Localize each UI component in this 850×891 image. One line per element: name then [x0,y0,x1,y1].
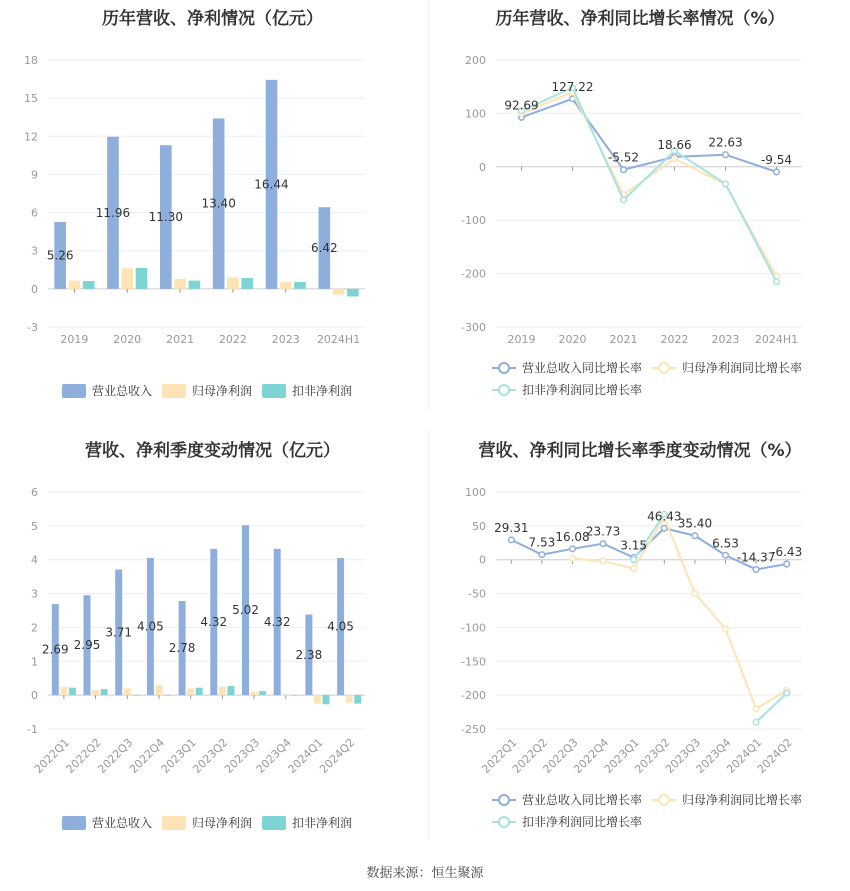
chart-title: 历年营收、净利情况（亿元） [102,9,323,29]
legend-label: 营业总收入同比增长率 [522,793,643,807]
y-tick-label: -200 [461,689,486,703]
bar [227,277,239,288]
bar [83,281,95,289]
chart-quarter-value-svg [0,430,425,850]
chart-title: 历年营收、净利同比增长率情况（%） [495,9,785,29]
bar [347,289,359,297]
data-label: 4.05 [327,619,354,634]
data-point [753,719,759,725]
data-label: 16.08 [555,529,590,544]
vertical-divider-bottom [428,430,429,840]
data-label: 23.73 [585,524,621,539]
data-label: 2.95 [73,638,101,653]
chart-annual-value [0,0,425,410]
x-tick-label: 2019 [60,333,89,346]
data-source-note: 数据来源：恒生聚源 [366,866,484,881]
bar [282,695,289,696]
y-tick-label: -150 [461,655,486,669]
bar [241,278,253,289]
legend-label: 营业总收入同比增长率 [522,361,643,375]
data-label: -14.37 [736,550,776,565]
x-tick-label: 2022Q3 [95,735,136,776]
series-line [522,88,777,282]
chart-annual-value-svg [0,0,425,410]
data-point [784,690,790,696]
bar [92,690,99,695]
x-tick-label: 2021 [166,333,195,346]
data-label: 7.53 [528,535,556,550]
x-tick-label: 2022Q2 [509,735,551,776]
data-point [570,556,576,562]
data-point [600,558,606,564]
data-point [692,591,698,597]
y-tick-label: -100 [461,214,486,228]
x-tick-label: 2021 [609,333,638,346]
data-label: 29.31 [494,520,529,535]
data-label: 6.42 [310,241,338,256]
y-tick-label: 15 [24,92,38,106]
data-label: 2.78 [168,641,196,656]
y-tick-label: -1 [27,723,38,736]
y-tick-label: 9 [31,168,38,182]
data-point [570,546,576,552]
chart-title: 营收、净利季度变动情况（亿元） [85,441,340,461]
legend-label: 归母净利润同比增长率 [682,793,803,807]
bar [69,281,81,289]
y-tick-label: 0 [479,553,486,567]
x-tick-label: 2022Q3 [540,735,581,776]
x-tick-label: 2023Q3 [222,735,263,776]
y-tick-label: 3 [31,587,38,601]
x-tick-label: 2024H1 [754,333,799,346]
vertical-divider-top [428,0,429,410]
data-point [723,181,729,187]
data-point [539,552,545,558]
bar [69,688,76,695]
bar [101,689,108,695]
legend-swatch [162,384,186,398]
data-label: 6.53 [712,536,739,551]
data-point [600,541,606,547]
data-label: 2.69 [41,642,69,657]
data-point [631,566,637,572]
data-point [631,557,637,563]
legend-label: 归母净利润 [192,384,253,398]
x-tick-label: 2022Q2 [63,735,104,776]
bar [219,687,226,695]
x-tick-label: 2022Q1 [31,735,72,776]
chart-annual-growth-svg [430,0,850,410]
bar [132,695,139,696]
bar [121,268,133,289]
data-label: 2.38 [295,647,323,662]
y-tick-label: 6 [31,206,38,220]
chart-quarter-growth [430,430,850,850]
x-tick-label: 2024Q1 [724,735,765,776]
x-tick-label: 2023Q3 [662,735,704,776]
y-tick-label: 3 [31,244,38,258]
bar [251,692,258,695]
y-tick-label: -50 [468,587,486,601]
data-point [774,279,780,285]
data-label: 4.32 [263,615,291,630]
y-tick-label: -200 [461,267,486,281]
bar [259,691,266,695]
data-label: 16.44 [254,177,289,192]
data-label: -9.54 [760,152,793,167]
legend-swatch [62,384,86,398]
bar [60,687,67,695]
legend-swatch-marker [499,385,509,395]
data-label: -5.52 [607,150,640,165]
bar [314,695,321,703]
legend-swatch [262,816,286,830]
x-tick-label: 2020 [113,333,142,346]
legend-label: 归母净利润同比增长率 [682,361,803,375]
x-tick-label: 2024Q1 [285,735,326,776]
data-label: 3.15 [620,538,648,553]
bar [174,279,186,289]
y-tick-label: 2 [31,621,38,635]
chart-title: 营收、净利同比增长率季度变动情况（%） [478,441,802,461]
data-label: 11.30 [148,210,183,225]
legend-label: 归母净利润 [192,816,253,830]
y-tick-label: 100 [465,107,486,121]
legend-swatch [162,816,186,830]
x-tick-label: 2023 [711,333,740,346]
x-tick-label: 2023Q2 [190,735,231,776]
bar [196,688,203,695]
data-label: 3.71 [105,625,133,640]
chart-annual-growth [430,0,850,410]
bar [136,268,148,289]
y-tick-label: 0 [479,160,486,174]
data-point [723,152,729,158]
bar [155,685,162,695]
y-tick-label: 12 [24,130,38,144]
data-point [621,167,627,173]
y-tick-label: 6 [31,486,38,499]
data-point [692,533,698,539]
y-tick-label: 5 [31,519,38,533]
bar [333,289,345,295]
legend-swatch-marker [499,795,509,805]
legend-label: 扣非净利润 [292,384,353,398]
y-tick-label: 0 [31,282,38,296]
legend-label: 营业总收入 [92,816,153,830]
data-point [784,561,790,567]
bar [354,695,361,703]
bar [323,695,330,704]
legend-swatch-marker [659,795,669,805]
bar [227,686,234,695]
bar [124,688,131,695]
series-line [522,92,777,276]
data-point [621,197,627,203]
bar [189,281,201,289]
legend-label: 营业总收入 [92,384,153,398]
legend-swatch [262,384,286,398]
data-label: 18.66 [657,137,692,152]
x-tick-label: 2022 [660,333,689,346]
bar [164,695,171,696]
x-tick-label: 2023Q4 [253,735,294,776]
data-point [753,706,759,712]
chart-quarter-growth-svg [430,430,850,850]
data-label: 5.02 [232,603,259,618]
y-tick-label: 0 [31,689,38,703]
legend-swatch-marker [499,817,509,827]
data-label: 4.05 [137,619,164,634]
bar [294,282,306,289]
bar [187,688,194,695]
data-point [509,537,515,543]
legend-swatch [62,816,86,830]
y-tick-label: 4 [31,553,38,567]
y-tick-label: 1 [31,655,38,669]
bar [346,695,353,702]
legend-swatch-marker [659,363,669,373]
x-tick-label: 2022 [218,333,247,346]
data-label: 92.69 [504,98,539,113]
data-point [774,169,780,175]
x-tick-label: 2024Q2 [317,735,358,776]
data-label: 22.63 [708,135,743,150]
x-tick-label: 2024H1 [316,333,361,346]
y-tick-label: 18 [24,54,38,67]
bar [280,282,292,289]
legend-label: 扣非净利润同比增长率 [522,815,643,829]
y-tick-label: -300 [461,321,486,334]
data-point [723,626,729,632]
data-point [753,567,759,573]
data-label: 5.26 [46,248,74,263]
data-label: -6.43 [771,545,803,560]
x-tick-label: 2023Q2 [632,735,673,776]
chart-quarter-value [0,430,425,850]
x-tick-label: 2022Q4 [127,735,168,776]
y-tick-label: 50 [472,519,486,533]
data-label: 35.40 [677,516,713,531]
data-label: 13.40 [201,196,236,211]
bar [291,695,298,696]
x-tick-label: 2022Q1 [479,735,520,776]
x-tick-label: 2020 [558,333,587,346]
y-tick-label: -100 [461,621,486,635]
x-tick-label: 2023Q1 [158,735,199,776]
x-tick-label: 2023Q1 [601,735,642,776]
legend-swatch-marker [499,363,509,373]
data-label: 46.43 [647,509,682,524]
x-tick-label: 2022Q4 [571,735,612,776]
data-point [672,156,678,162]
data-label: 11.96 [95,205,131,220]
y-tick-label: 100 [465,486,486,499]
data-point [723,552,729,558]
legend-label: 扣非净利润同比增长率 [522,383,643,397]
data-point [662,525,668,531]
x-tick-label: 2024Q2 [754,735,795,776]
x-tick-label: 2023 [271,333,300,346]
y-tick-label: -250 [461,723,486,736]
y-tick-label: -3 [27,321,38,334]
x-tick-label: 2023Q4 [693,735,734,776]
data-label: 4.32 [200,615,228,630]
legend-label: 扣非净利润 [292,816,353,830]
y-tick-label: 200 [465,54,486,67]
data-label: 127.22 [551,79,594,94]
x-tick-label: 2019 [507,333,536,346]
